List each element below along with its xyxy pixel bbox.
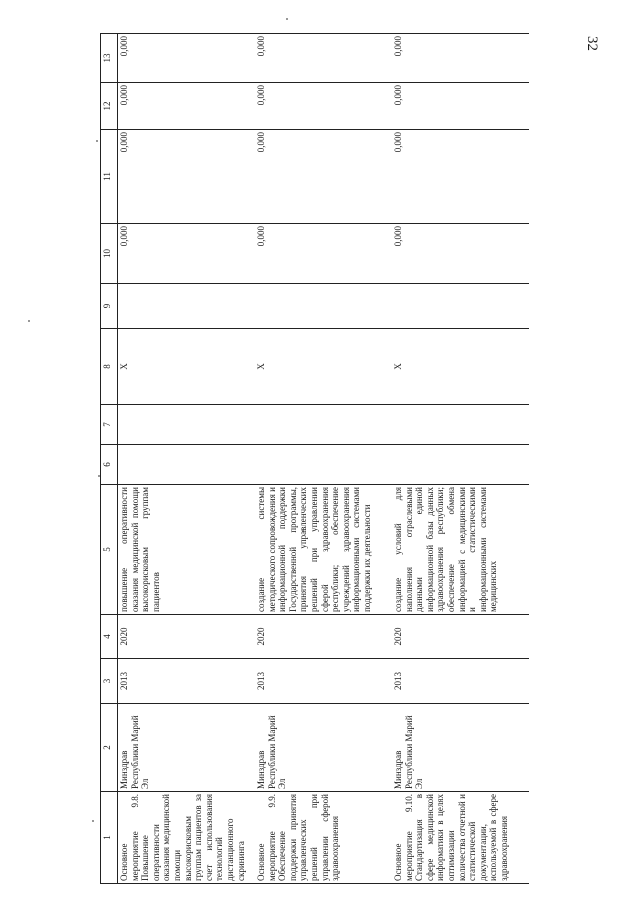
amount-12: 0,000	[255, 83, 392, 130]
amount-10: 0,000	[255, 224, 392, 284]
end-year: 2020	[118, 615, 256, 659]
cell-7	[392, 405, 529, 445]
scan-speck	[96, 140, 98, 142]
col-header-8: 8	[101, 329, 118, 405]
rotated-page	[100, 34, 535, 884]
start-year: 2013	[118, 659, 256, 704]
col-header-10: 10	[101, 224, 118, 284]
cell-9	[392, 284, 529, 329]
col-header-13: 13	[101, 34, 118, 83]
col-header-1: 1	[101, 792, 118, 884]
cell-7	[118, 405, 256, 445]
amount-13: 0,000	[255, 34, 392, 83]
executor: Минздрав Республики Марий Эл	[255, 704, 392, 792]
scan-speck	[28, 320, 30, 322]
start-year: 2013	[392, 659, 529, 704]
cell-8: X	[392, 329, 529, 405]
table-row	[255, 34, 392, 884]
measure-name: Основное мероприятие 9.9. Обеспечение поддержки принятия управленческих решений при управлении сферой здравоохранения	[255, 792, 392, 884]
amount-13: 0,000	[118, 34, 256, 83]
cell-6	[118, 445, 256, 485]
measure-name: Основное мероприятие 9.8. Повышение оперативности оказания медицинской помощи высокорисковым группам пациентов за счет использования технологий дистанционного скрининга	[118, 792, 256, 884]
expected-result: создание системы методического сопровождения и информационной поддержки Государственной программы, принятия управленческих решений при управлении сферой здравоохранения республики; обеспечение учреждений здравоохранения информационными системами поддержки их деятельности	[255, 485, 392, 615]
amount-11: 0,000	[255, 130, 392, 224]
end-year: 2020	[392, 615, 529, 659]
amount-10: 0,000	[392, 224, 529, 284]
amount-11: 0,000	[118, 130, 256, 224]
cell-8: X	[118, 329, 256, 405]
col-header-9: 9	[101, 284, 118, 329]
scan-speck	[92, 820, 94, 822]
table-row	[392, 34, 529, 884]
col-header-7: 7	[101, 405, 118, 445]
start-year: 2013	[255, 659, 392, 704]
cell-8: X	[255, 329, 392, 405]
amount-13: 0,000	[392, 34, 529, 83]
executor: Минздрав Республики Марий Эл	[118, 704, 256, 792]
amount-12: 0,000	[118, 83, 256, 130]
cell-6	[392, 445, 529, 485]
col-header-4: 4	[101, 615, 118, 659]
program-table	[100, 33, 529, 884]
header-row	[101, 34, 118, 884]
cell-9	[118, 284, 256, 329]
cell-9	[255, 284, 392, 329]
amount-12: 0,000	[392, 83, 529, 130]
scan-speck	[286, 18, 288, 20]
page-number: 32	[584, 36, 600, 51]
cell-7	[255, 405, 392, 445]
col-header-5: 5	[101, 485, 118, 615]
expected-result: повышение оперативности оказания медицинской помощи высокорисковым группам пациентов	[118, 485, 256, 615]
col-header-11: 11	[101, 130, 118, 224]
table-row	[118, 34, 256, 884]
expected-result: создание условий для наполнения отраслевыми данными единой информационной базы данных здравоохранения республики; обеспечение обмена информацией с медицинскими и статистическими информационными системами медицинских	[392, 485, 529, 615]
amount-11: 0,000	[392, 130, 529, 224]
col-header-12: 12	[101, 83, 118, 130]
col-header-6: 6	[101, 445, 118, 485]
amount-10: 0,000	[118, 224, 256, 284]
executor: Минздрав Республики Марий Эл	[392, 704, 529, 792]
cell-6	[255, 445, 392, 485]
end-year: 2020	[255, 615, 392, 659]
measure-name: Основное мероприятие 9.10. Стандартизация в сфере медицинской информатики в целях оптимизации количества отчетной и статистической документации, используемой в сфере здравоохранения	[392, 792, 529, 884]
col-header-2: 2	[101, 704, 118, 792]
col-header-3: 3	[101, 659, 118, 704]
